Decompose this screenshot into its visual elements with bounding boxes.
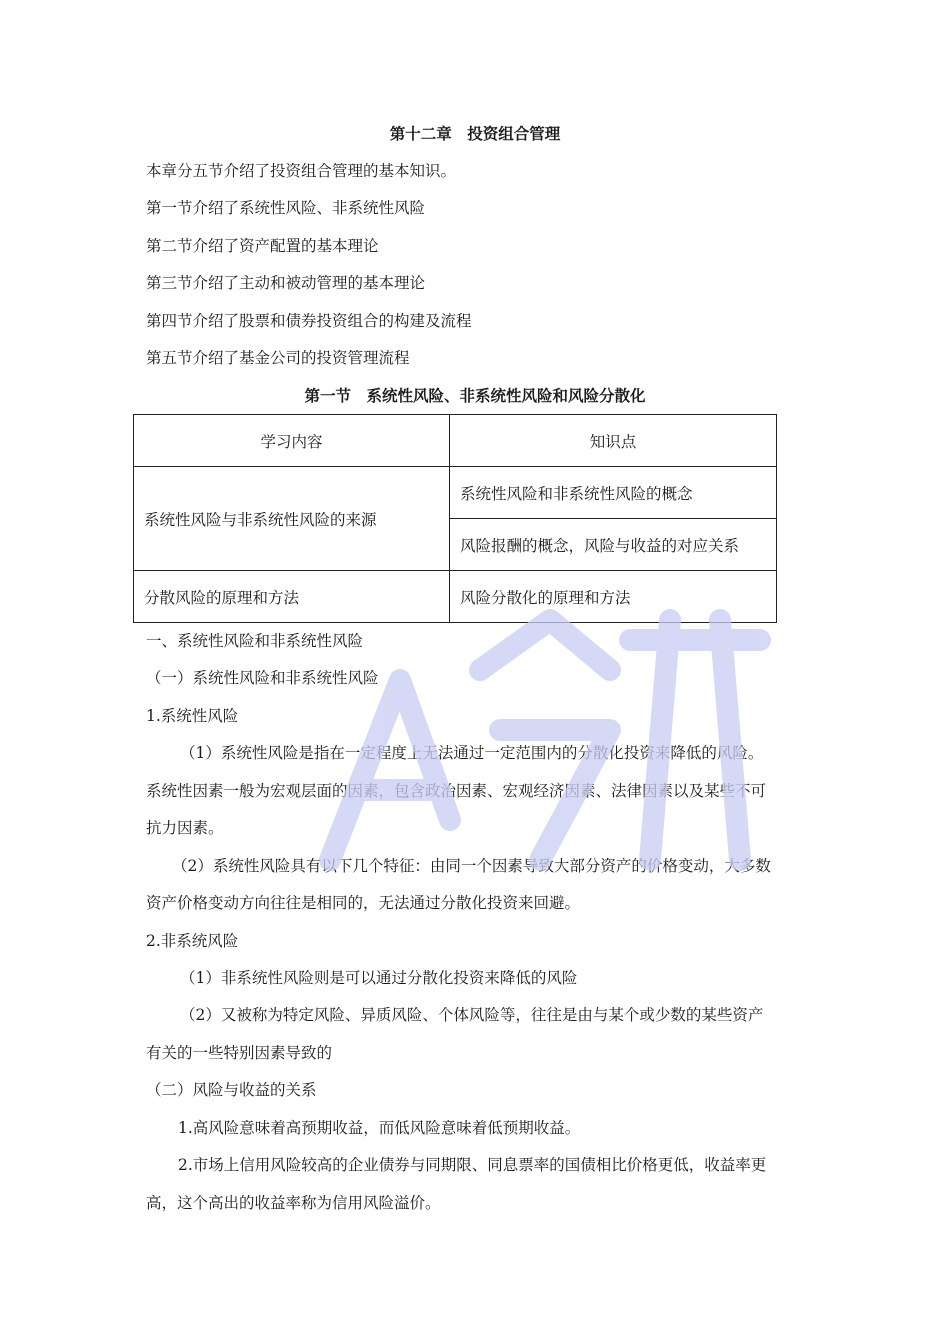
table-cell-content: 系统性风险与非系统性风险的来源 xyxy=(134,467,450,571)
intro-line: 第四节介绍了股票和债券投资组合的构建及流程 xyxy=(146,312,472,330)
paragraph-line: 2.市场上信用风险较高的企业债券与同期限、同息票率的国债相比价格更低，收益率更 xyxy=(178,1156,767,1174)
intro-line: 本章分五节介绍了投资组合管理的基本知识。 xyxy=(146,162,457,180)
table-header-row xyxy=(134,415,777,467)
intro-line: 第一节介绍了系统性风险、非系统性风险 xyxy=(146,199,426,217)
heading-1-1: （一）系统性风险和非系统性风险 xyxy=(146,669,379,687)
intro-line: 第二节介绍了资产配置的基本理论 xyxy=(146,237,379,255)
paragraph-line: 抗力因素。 xyxy=(146,819,224,837)
paragraph-line: （2）又被称为特定风险、异质风险、个体风险等，往往是由与某个或少数的某些资产 xyxy=(180,1006,764,1024)
paragraph-line: 资产价格变动方向往往是相同的，无法通过分散化投资来回避。 xyxy=(146,894,581,912)
intro-line: 第五节介绍了基金公司的投资管理流程 xyxy=(146,349,410,367)
paragraph-line: （1）非系统性风险则是可以通过分散化投资来降低的风险 xyxy=(180,969,578,987)
paragraph-line: 1.高风险意味着高预期收益，而低风险意味着低预期收益。 xyxy=(178,1119,581,1137)
paragraph-line: 高，这个高出的收益率称为信用风险溢价。 xyxy=(146,1194,441,1212)
table-cell-point: 风险报酬的概念，风险与收益的对应关系 xyxy=(450,519,777,571)
table-cell-point: 风险分散化的原理和方法 xyxy=(450,571,777,623)
heading-1-2: （二）风险与收益的关系 xyxy=(146,1081,317,1099)
knowledge-table xyxy=(133,414,777,623)
subsection-title: 1.系统性风险 xyxy=(146,707,239,725)
table-header: 学习内容 xyxy=(134,415,450,467)
table-row xyxy=(134,467,777,519)
section-title: 第一节 系统性风险、非系统性风险和风险分散化 xyxy=(304,387,646,405)
table-row xyxy=(134,571,777,623)
table-cell-content: 分散风险的原理和方法 xyxy=(134,571,450,623)
paragraph-line: （1）系统性风险是指在一定程度上无法通过一定范围内的分散化投资来降低的风险。 xyxy=(180,744,764,762)
heading-1: 一、系统性风险和非系统性风险 xyxy=(146,632,364,650)
subsection-title: 2.非系统风险 xyxy=(146,932,239,950)
table-header: 知识点 xyxy=(450,415,777,467)
paragraph-line: （2）系统性风险具有以下几个特征：由同一个因素导致大部分资产的价格变动，大多数 xyxy=(172,857,771,875)
intro-line: 第三节介绍了主动和被动管理的基本理论 xyxy=(146,274,426,292)
paragraph-line: 系统性因素一般为宏观层面的因素，包含政治因素、宏观经济因素、法律因素以及某些不可 xyxy=(146,782,767,800)
chapter-title: 第十二章 投资组合管理 xyxy=(389,125,561,143)
paragraph-line: 有关的一些特别因素导致的 xyxy=(146,1044,333,1062)
table-cell-point: 系统性风险和非系统性风险的概念 xyxy=(450,467,777,519)
